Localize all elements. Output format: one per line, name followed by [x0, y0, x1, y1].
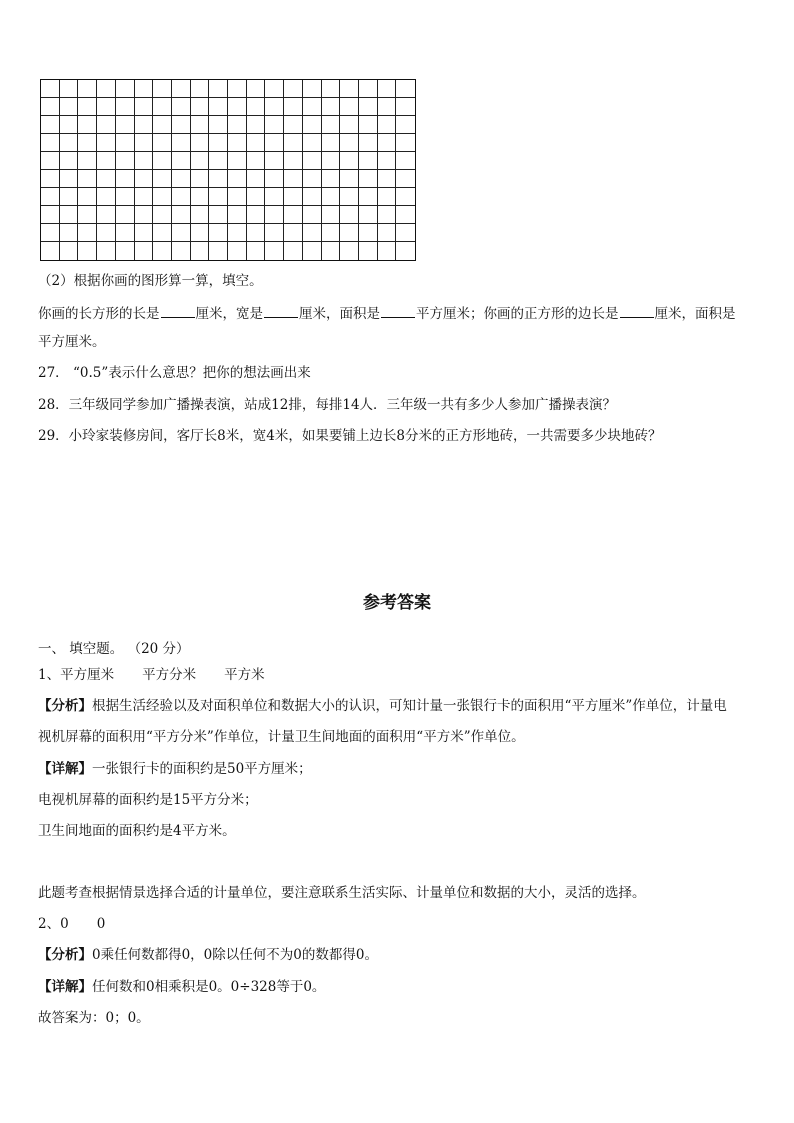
grid-cell — [322, 98, 341, 116]
detail-label: 【详解】 — [38, 761, 92, 777]
grid-cell — [116, 188, 135, 206]
grid-cell — [97, 242, 116, 260]
grid-cell — [116, 206, 135, 224]
q26-part2: （2）根据你画的图形算一算，填空。 — [38, 273, 263, 289]
grid-cell — [378, 98, 397, 116]
grid-cell — [322, 134, 341, 152]
grid-cell — [247, 134, 266, 152]
grid-cell — [228, 170, 247, 188]
grid-cell — [135, 116, 154, 134]
grid-cell — [209, 98, 228, 116]
grid-cell — [322, 170, 341, 188]
grid-cell — [172, 116, 191, 134]
detail-2 — [38, 978, 758, 996]
grid-cell — [209, 206, 228, 224]
grid-cell — [209, 152, 228, 170]
grid-cell — [228, 188, 247, 206]
grid-cell — [359, 152, 378, 170]
grid-cell — [396, 134, 415, 152]
grid-cell — [396, 170, 415, 188]
grid-cell — [228, 134, 247, 152]
grid-cell — [78, 206, 97, 224]
grid-cell — [359, 134, 378, 152]
drawing-grid — [40, 79, 416, 261]
grid-cell — [247, 242, 266, 260]
grid-cell — [396, 242, 415, 260]
analysis-text: 根据生活经验以及对面积单位和数据大小的认识，可知计量一张银行卡的面积用“平方厘米”作单位，计量电 — [92, 698, 727, 714]
grid-cell — [41, 242, 60, 260]
q26-fill-line — [38, 303, 758, 323]
grid-cell — [378, 152, 397, 170]
grid-cell — [378, 224, 397, 242]
grid-cell — [116, 152, 135, 170]
grid-cell — [396, 116, 415, 134]
summary-1: 此题考查根据情景选择合适的计量单位，要注意联系生活实际、计量单位和数据的大小，灵活的选择。 — [38, 885, 646, 901]
grid-cell — [378, 116, 397, 134]
analysis-label: 【分析】 — [38, 947, 92, 963]
detail-1-line-3: 卫生间地面的面积约是4平方米。 — [38, 823, 236, 839]
q26-fill-line-2: 平方厘米。 — [38, 334, 106, 350]
grid-cell — [209, 170, 228, 188]
grid-cell — [172, 152, 191, 170]
fill-text: 平方厘米；你画的正方形的边长是 — [416, 306, 619, 322]
grid-cell — [340, 224, 359, 242]
grid-cell — [78, 98, 97, 116]
grid-cell — [116, 116, 135, 134]
grid-cell — [153, 206, 172, 224]
grid-cell — [303, 242, 322, 260]
grid-cell — [60, 80, 79, 98]
grid-cell — [378, 170, 397, 188]
grid-cell — [284, 206, 303, 224]
detail-label: 【详解】 — [38, 979, 92, 995]
grid-cell — [265, 188, 284, 206]
grid-cell — [265, 134, 284, 152]
grid-cell — [247, 98, 266, 116]
grid-cell — [60, 170, 79, 188]
grid-cell — [135, 80, 154, 98]
detail-text: 任何数和0相乘积是0。0÷328等于0。 — [92, 979, 326, 995]
grid-cell — [247, 188, 266, 206]
fill-text: 厘米，面积是 — [654, 306, 736, 322]
answer-item: 平方厘米 — [60, 667, 115, 683]
grid-cell — [78, 224, 97, 242]
grid-cell — [41, 116, 60, 134]
grid-cell — [153, 242, 172, 260]
detail-1 — [38, 760, 758, 778]
grid-cell — [116, 224, 135, 242]
grid-cell — [191, 188, 210, 206]
grid-cell — [41, 152, 60, 170]
grid-cell — [378, 206, 397, 224]
grid-cell — [247, 152, 266, 170]
grid-cell — [228, 242, 247, 260]
grid-cell — [97, 134, 116, 152]
grid-cell — [153, 170, 172, 188]
grid-cell — [303, 206, 322, 224]
grid-cell — [172, 242, 191, 260]
grid-cell — [191, 224, 210, 242]
grid-cell — [247, 116, 266, 134]
grid-cell — [116, 242, 135, 260]
grid-cell — [116, 134, 135, 152]
grid-cell — [303, 98, 322, 116]
grid-cell — [191, 134, 210, 152]
grid-cell — [322, 224, 341, 242]
grid-cell — [378, 134, 397, 152]
grid-cell — [97, 170, 116, 188]
grid-cell — [247, 224, 266, 242]
grid-cell — [153, 80, 172, 98]
grid-cell — [322, 152, 341, 170]
grid-cell — [284, 98, 303, 116]
grid-cell — [172, 80, 191, 98]
grid-cell — [135, 152, 154, 170]
grid-cell — [135, 170, 154, 188]
grid-cell — [396, 224, 415, 242]
grid-cell — [340, 98, 359, 116]
analysis-label: 【分析】 — [38, 698, 92, 714]
grid-cell — [265, 242, 284, 260]
grid-cell — [228, 206, 247, 224]
detail-text: 一张银行卡的面积约是50平方厘米； — [92, 761, 312, 777]
grid-cell — [60, 98, 79, 116]
grid-cell — [303, 170, 322, 188]
grid-cell — [303, 134, 322, 152]
grid-cell — [303, 188, 322, 206]
grid-cell — [228, 116, 247, 134]
answer-1 — [38, 666, 758, 684]
grid-cell — [340, 152, 359, 170]
grid-cell — [172, 206, 191, 224]
question-27: 27． “0.5”表示什么意思？把你的想法画出来 — [38, 365, 311, 381]
grid-cell — [303, 80, 322, 98]
grid-cell — [78, 134, 97, 152]
grid-cell — [396, 98, 415, 116]
grid-cell — [340, 242, 359, 260]
grid-cell — [378, 188, 397, 206]
grid-cell — [78, 170, 97, 188]
grid-cell — [340, 116, 359, 134]
answer-blank-area[interactable] — [381, 303, 415, 318]
grid-cell — [60, 206, 79, 224]
grid-cell — [378, 80, 397, 98]
grid-cell — [191, 170, 210, 188]
grid-cell — [228, 98, 247, 116]
grid-cell — [172, 224, 191, 242]
grid-cell — [265, 224, 284, 242]
grid-cell — [78, 116, 97, 134]
grid-cell — [60, 134, 79, 152]
grid-cell — [78, 188, 97, 206]
answer-blank-length[interactable] — [161, 303, 195, 318]
grid-cell — [153, 134, 172, 152]
grid-cell — [135, 98, 154, 116]
grid-cell — [228, 80, 247, 98]
grid-cell — [396, 80, 415, 98]
grid-cell — [340, 170, 359, 188]
grid-cell — [265, 116, 284, 134]
grid-cell — [78, 242, 97, 260]
grid-cell — [97, 224, 116, 242]
grid-cell — [265, 206, 284, 224]
answer-item: 0 — [96, 916, 106, 932]
grid-cell — [228, 152, 247, 170]
grid-cell — [303, 152, 322, 170]
grid-cell — [322, 242, 341, 260]
answer-item: 平方分米 — [142, 667, 197, 683]
grid-cell — [322, 206, 341, 224]
grid-cell — [359, 242, 378, 260]
answer-blank-width[interactable] — [264, 303, 298, 318]
answer-number: 2、 — [38, 916, 61, 932]
grid-cell — [153, 152, 172, 170]
answer-item: 0 — [60, 916, 69, 932]
grid-cell — [41, 80, 60, 98]
grid-cell — [340, 80, 359, 98]
grid-cell — [359, 170, 378, 188]
grid-cell — [60, 242, 79, 260]
grid-cell — [191, 80, 210, 98]
answer-number: 1、 — [38, 667, 61, 683]
grid-cell — [209, 80, 228, 98]
grid-cell — [322, 80, 341, 98]
grid-cell — [284, 116, 303, 134]
grid-cell — [247, 170, 266, 188]
grid-cell — [191, 242, 210, 260]
grid-cell — [78, 152, 97, 170]
answer-2 — [38, 915, 758, 933]
grid-cell — [60, 152, 79, 170]
question-29: 29．小玲家装修房间，客厅长8米，宽4米，如果要铺上边长8分米的正方形地砖，一共需要多少块地砖？ — [38, 428, 662, 444]
grid-cell — [116, 170, 135, 188]
grid-cell — [41, 170, 60, 188]
grid-cell — [41, 224, 60, 242]
grid-cell — [322, 188, 341, 206]
grid-cell — [396, 206, 415, 224]
grid-cell — [153, 98, 172, 116]
grid-cell — [284, 80, 303, 98]
grid-cell — [284, 242, 303, 260]
grid-cell — [209, 242, 228, 260]
grid-cell — [97, 98, 116, 116]
fill-text: 厘米，面积是 — [299, 306, 380, 322]
grid-cell — [191, 116, 210, 134]
grid-cell — [359, 98, 378, 116]
grid-cell — [191, 98, 210, 116]
section-heading: 一、 填空题。 （20 分） — [38, 641, 190, 657]
grid-cell — [284, 170, 303, 188]
grid-cell — [135, 242, 154, 260]
grid-cell — [116, 80, 135, 98]
question-28: 28．三年级同学参加广播操表演，站成12排，每排14人．三年级一共有多少人参加广播操表演？ — [38, 397, 617, 413]
grid-cell — [41, 188, 60, 206]
grid-cell — [172, 188, 191, 206]
grid-cell — [153, 116, 172, 134]
grid-cell — [60, 116, 79, 134]
grid-cell — [340, 134, 359, 152]
grid-cell — [284, 188, 303, 206]
analysis-1 — [38, 697, 758, 715]
grid-cell — [396, 152, 415, 170]
grid-cell — [172, 98, 191, 116]
grid-cell — [359, 206, 378, 224]
grid-cell — [265, 80, 284, 98]
fill-text: 你画的长方形的长是 — [38, 306, 160, 322]
grid-cell — [284, 152, 303, 170]
grid-cell — [191, 152, 210, 170]
grid-cell — [97, 152, 116, 170]
grid-cell — [247, 80, 266, 98]
grid-cell — [340, 188, 359, 206]
grid-cell — [359, 188, 378, 206]
answer-key-title: 参考答案 — [363, 593, 431, 613]
grid-cell — [135, 224, 154, 242]
grid-cell — [60, 188, 79, 206]
grid-cell — [265, 152, 284, 170]
grid-cell — [209, 224, 228, 242]
grid-cell — [303, 224, 322, 242]
grid-cell — [153, 188, 172, 206]
grid-cell — [340, 206, 359, 224]
grid-cell — [135, 206, 154, 224]
analysis-2 — [38, 946, 758, 964]
grid-cell — [284, 134, 303, 152]
grid-cell — [135, 188, 154, 206]
answer-blank-side[interactable] — [620, 303, 654, 318]
grid-cell — [359, 116, 378, 134]
grid-cell — [97, 116, 116, 134]
grid-cell — [135, 134, 154, 152]
grid-cell — [209, 188, 228, 206]
grid-cell — [78, 80, 97, 98]
grid-cell — [284, 224, 303, 242]
grid-cell — [172, 134, 191, 152]
grid-cell — [97, 188, 116, 206]
analysis-1-cont: 视机屏幕的面积用“平方分米”作单位，计量卫生间地面的面积用“平方米”作单位。 — [38, 729, 525, 745]
grid-cell — [60, 224, 79, 242]
grid-cell — [228, 224, 247, 242]
grid-cell — [172, 170, 191, 188]
grid-cell — [247, 206, 266, 224]
grid-cell — [97, 206, 116, 224]
conclusion-2: 故答案为：0；0。 — [38, 1010, 150, 1026]
grid-cell — [97, 80, 116, 98]
grid-cell — [153, 224, 172, 242]
answer-item: 平方米 — [224, 667, 265, 683]
analysis-text: 0乘任何数都得0，0除以任何不为0的数都得0。 — [92, 947, 378, 963]
grid-cell — [41, 206, 60, 224]
grid-cell — [209, 134, 228, 152]
grid-cell — [41, 98, 60, 116]
detail-1-line-2: 电视机屏幕的面积约是15平方分米； — [38, 792, 258, 808]
grid-cell — [191, 206, 210, 224]
grid-cell — [116, 98, 135, 116]
grid-cell — [359, 224, 378, 242]
grid-cell — [265, 98, 284, 116]
grid-cell — [378, 242, 397, 260]
grid-cell — [359, 80, 378, 98]
grid-cell — [265, 170, 284, 188]
grid-cell — [303, 116, 322, 134]
grid-cell — [41, 134, 60, 152]
grid-cell — [396, 188, 415, 206]
fill-text: 厘米，宽是 — [195, 306, 263, 322]
grid-cell — [322, 116, 341, 134]
grid-cell — [209, 116, 228, 134]
